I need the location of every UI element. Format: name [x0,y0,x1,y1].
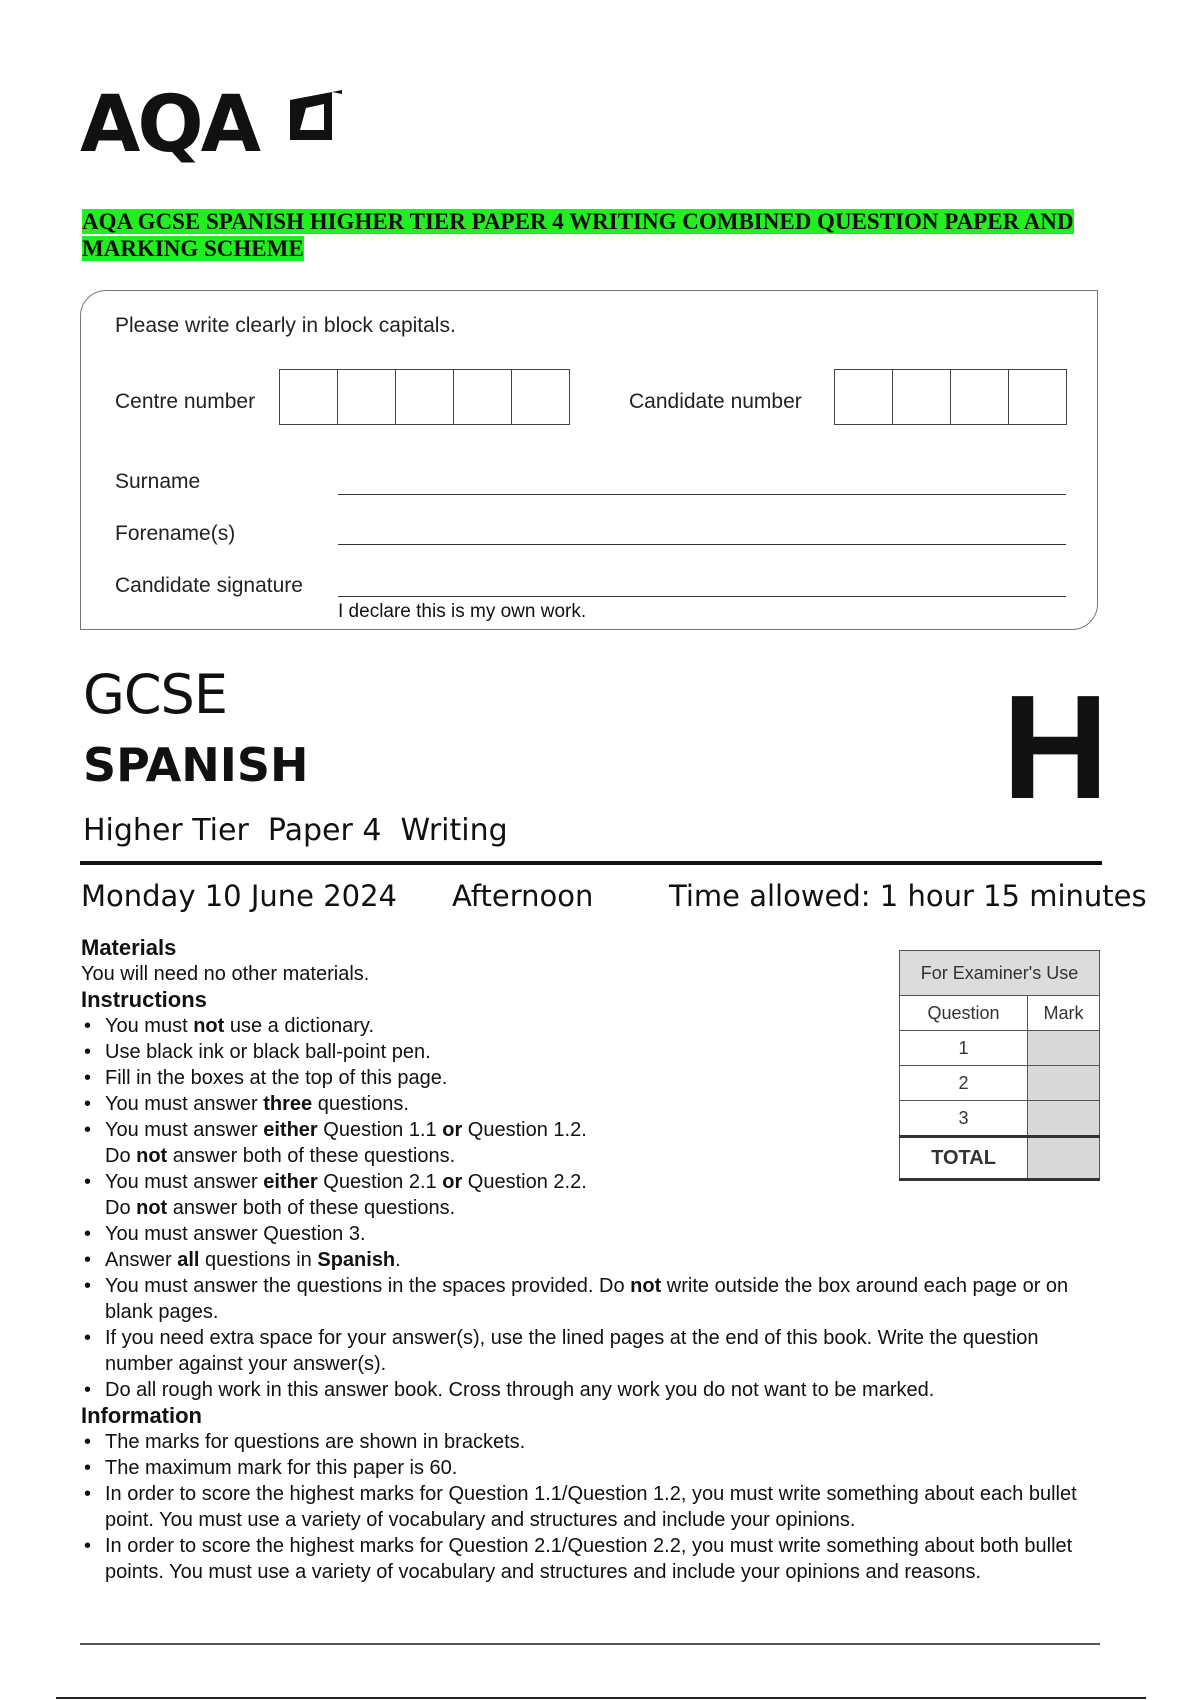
forenames-field[interactable] [338,544,1066,545]
materials-text: You will need no other materials. [81,963,370,985]
mark-cell [1028,1031,1100,1066]
mark-cell [1028,1101,1100,1137]
logo-text: AQA [80,80,259,170]
instruction-item: • You must answer either Question 2.1 or Question 2.2. Do not answer both of these questions. [81,1169,1081,1221]
instruction-item: • You must answer either Question 1.1 or Question 1.2. Do not answer both of these questions. [81,1117,1081,1169]
forenames-label: Forename(s) [115,522,236,545]
centre-digit-box[interactable] [338,370,396,424]
instruction-item: • Do all rough work in this answer book. Cross through any work you do not want to be marked. [81,1377,1081,1403]
centre-digit-box[interactable] [280,370,338,424]
information-list [81,1429,1081,1585]
candidate-number-label: Candidate number [629,390,802,413]
qualification-title: GCSE [83,663,227,726]
total-label: TOTAL [900,1137,1028,1180]
exam-session: Afternoon [452,879,594,913]
candidate-digit-box[interactable] [951,370,1009,424]
signature-field[interactable] [338,596,1066,597]
mark-column-header: Mark [1028,996,1100,1031]
candidate-digit-box[interactable] [835,370,893,424]
question-column-header: Question [900,996,1028,1031]
instructions-heading: Instructions [81,987,207,1012]
centre-digit-box[interactable] [454,370,512,424]
instruction-item: • Use black ink or black ball-point pen. [81,1039,1081,1065]
paper-title: Higher Tier Paper 4 Writing [83,813,508,848]
information-item: • The maximum mark for this paper is 60. [81,1455,1081,1481]
centre-digit-box[interactable] [396,370,454,424]
question-number: 3 [900,1101,1028,1137]
signature-label: Candidate signature [115,574,303,597]
candidate-digit-box[interactable] [1009,370,1066,424]
instruction-item: • You must answer three questions. [81,1091,1081,1117]
aqa-logo-mark-icon [286,90,342,146]
highlighted-title-text: AQA GCSE SPANISH HIGHER TIER PAPER 4 WRITING COMBINED QUESTION PAPER AND MARKING SCHEME [82,209,1074,261]
subject-title: SPANISH [83,738,309,792]
information-item: • The marks for questions are shown in brackets. [81,1429,1081,1455]
block-capitals-instruction: Please write clearly in block capitals. [115,314,456,337]
centre-number-label: Centre number [115,390,256,413]
question-number: 2 [900,1066,1028,1101]
candidate-number-field[interactable] [834,369,1067,425]
instruction-item: • You must answer the questions in the spaces provided. Do not write outside the box around each page or on blank pages. [81,1273,1085,1325]
instruction-item: • You must not use a dictionary. [81,1013,1081,1039]
information-item: • In order to score the highest marks for Question 1.1/Question 1.2, you must write something about each bullet point. You must use a variety of vocabulary and structures and include your opinions. [81,1481,1095,1533]
surname-field[interactable] [338,494,1066,495]
surname-label: Surname [115,470,201,493]
highlighted-title [82,208,1148,262]
footer-rule [80,1643,1100,1645]
heading-rule [80,861,1102,865]
time-allowed: Time allowed: 1 hour 15 minutes [669,879,1147,913]
page-edge-rule [56,1697,1146,1699]
instruction-item: • If you need extra space for your answer(s), use the lined pages at the end of this book. Write the question number against your answer(s). [81,1325,1045,1377]
instruction-item: • Fill in the boxes at the top of this page. [81,1065,1081,1091]
centre-digit-box[interactable] [512,370,569,424]
examiner-use-table [899,950,1100,1181]
centre-number-field[interactable] [279,369,570,425]
candidate-digit-box[interactable] [893,370,951,424]
declaration-text: I declare this is my own work. [338,601,587,622]
instruction-item: • You must answer Question 3. [81,1221,1081,1247]
information-item: • In order to score the highest marks for Question 2.1/Question 2.2, you must write something about both bullet points. You must use a variety of vocabulary and structures and include your opinions and reasons. [81,1533,1095,1585]
total-mark-cell [1028,1137,1100,1180]
mark-cell [1028,1066,1100,1101]
examiner-table-title: For Examiner's Use [900,951,1100,996]
instruction-item: • Answer all questions in Spanish. [81,1247,1081,1273]
aqa-logo [80,80,259,170]
exam-date: Monday 10 June 2024 [81,879,397,913]
question-number: 1 [900,1031,1028,1066]
tier-letter: H [1002,665,1109,830]
materials-heading: Materials [81,935,177,960]
information-heading: Information [81,1403,202,1428]
